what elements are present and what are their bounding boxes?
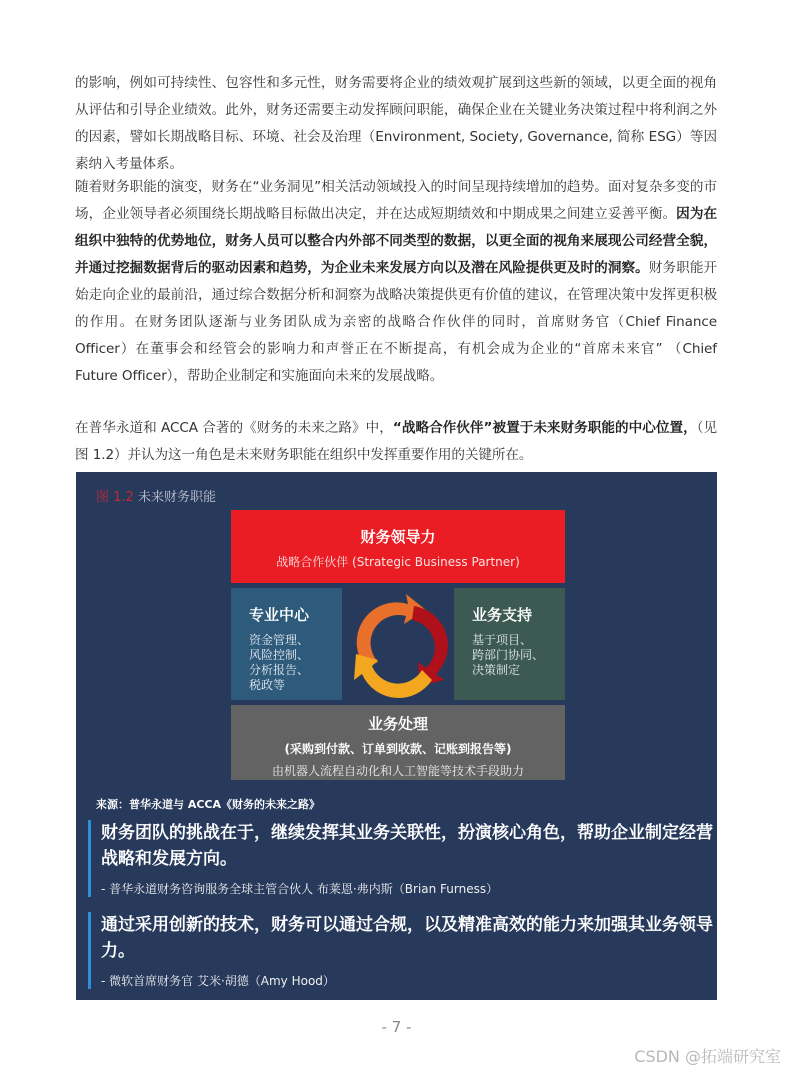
figure-future-finance-functions bbox=[76, 472, 717, 1000]
leadership-box bbox=[231, 510, 565, 583]
quote-author: - 微软首席财务官 艾米·胡德（Amy Hood） bbox=[101, 974, 335, 988]
page-number: - 7 - bbox=[381, 1018, 412, 1036]
quote-author: - 普华永道财务咨询服务全球主管合伙人 布莱恩·弗内斯（Brian Furness） bbox=[101, 882, 499, 896]
body-text: （见图 1.2）并认为这一角色是未来财务职能在组织中发挥重要作用的关键所在。 bbox=[75, 420, 717, 463]
paragraph-business-insight bbox=[75, 174, 717, 390]
processing-note: 由机器人流程自动化和人工智能等技术手段助力 bbox=[271, 764, 524, 778]
figure-number: 图 1.2 bbox=[96, 490, 134, 505]
support-body: 基于项目、 跨部门协同、 决策制定 bbox=[472, 633, 545, 677]
bold-text: “战略合作伙伴”被置于未来财务职能的中心位置， bbox=[392, 420, 697, 436]
body-text: 在普华永道和 ACCA 合著的《财务的未来之路》中， bbox=[75, 420, 393, 436]
quote-text: 财务团队的挑战在于，继续发挥其业务关联性，扮演核心角色，帮助企业制定经营战略和发展方向。 bbox=[101, 823, 713, 869]
cycle-arrow-darkred bbox=[412, 606, 448, 686]
support-title: 业务支持 bbox=[472, 606, 533, 624]
expertise-body: 资金管理、 风险控制、 分析报告、 税政等 bbox=[249, 633, 310, 692]
paragraph-strategic-partner bbox=[75, 415, 717, 469]
cycle-arrows-icon bbox=[346, 590, 454, 698]
paragraph-esg bbox=[75, 70, 717, 178]
body-text: 的影响，例如可持续性、包容性和多元性，财务需要将企业的绩效观扩展到这些新的领域，以更全面的视角从评估和引导企业绩效。此外，财务还需要主动发挥顾问职能，确保企业在关键业务决策过程中将利润之外的因素，譬如长期战略目标、环境、社会及治理（Environment, Society, Governance, 简称 ESG）等因素纳入考量体系。 bbox=[75, 75, 717, 172]
quote-brian-furness bbox=[88, 820, 716, 897]
bold-text: 因为在组织中独特的优势地位，财务人员可以整合内外部不同类型的数据，以更全面的视角来展现公司经营全貌，并通过挖掘数据背后的驱动因素和趋势，为企业未来发展方向以及潜在风险提供更及时的洞察。 bbox=[75, 206, 717, 276]
quote-text: 通过采用创新的技术，财务可以通过合规，以及精准高效的能力来加强其业务领导力。 bbox=[101, 915, 713, 961]
processing-box bbox=[231, 705, 565, 780]
expertise-box bbox=[231, 588, 342, 700]
figure-source: 来源：普华永道与 ACCA《财务的未来之路》 bbox=[96, 798, 321, 811]
body-text: 随着财务职能的演变，财务在“业务洞见”相关活动领域投入的时间呈现持续增加的趋势。面对复杂多变的市场，企业领导者必须围绕长期战略目标做出决定，并在达成短期绩效和中期成果之间建立妥善平衡。 bbox=[75, 179, 717, 222]
cycle-arrow-yellow bbox=[354, 654, 432, 698]
figure-caption bbox=[96, 486, 216, 505]
processing-title: 业务处理 bbox=[367, 715, 428, 733]
watermark: CSDN @拓端研究室 bbox=[634, 1047, 781, 1066]
quote-amy-hood bbox=[88, 912, 716, 989]
body-text: 财务职能开始走向企业的最前沿，通过综合数据分析和洞察为战略决策提供更有价值的建议，在管理决策中发挥更积极的作用。在财务团队逐渐与业务团队成为亲密的战略合作伙伴的同时，首席财务官（Chief Finance Officer）在董事会和经管会的影响力和声誉正在不断提高，有机会成为企业的“首席未来官” （Chief Future Officer），帮助企业制定和实施面向未来的发展战略。 bbox=[75, 260, 717, 384]
leadership-subtitle: 战略合作伙伴 (Strategic Business Partner) bbox=[276, 555, 520, 569]
support-box bbox=[454, 588, 565, 700]
processing-subtitle: (采购到付款、订单到收款、记账到报告等) bbox=[284, 742, 512, 756]
leadership-title: 财务领导力 bbox=[360, 528, 436, 546]
expertise-title: 专业中心 bbox=[249, 606, 310, 624]
figure-title: 未来财务职能 bbox=[137, 490, 216, 505]
cycle-arrow-orange bbox=[357, 594, 426, 668]
